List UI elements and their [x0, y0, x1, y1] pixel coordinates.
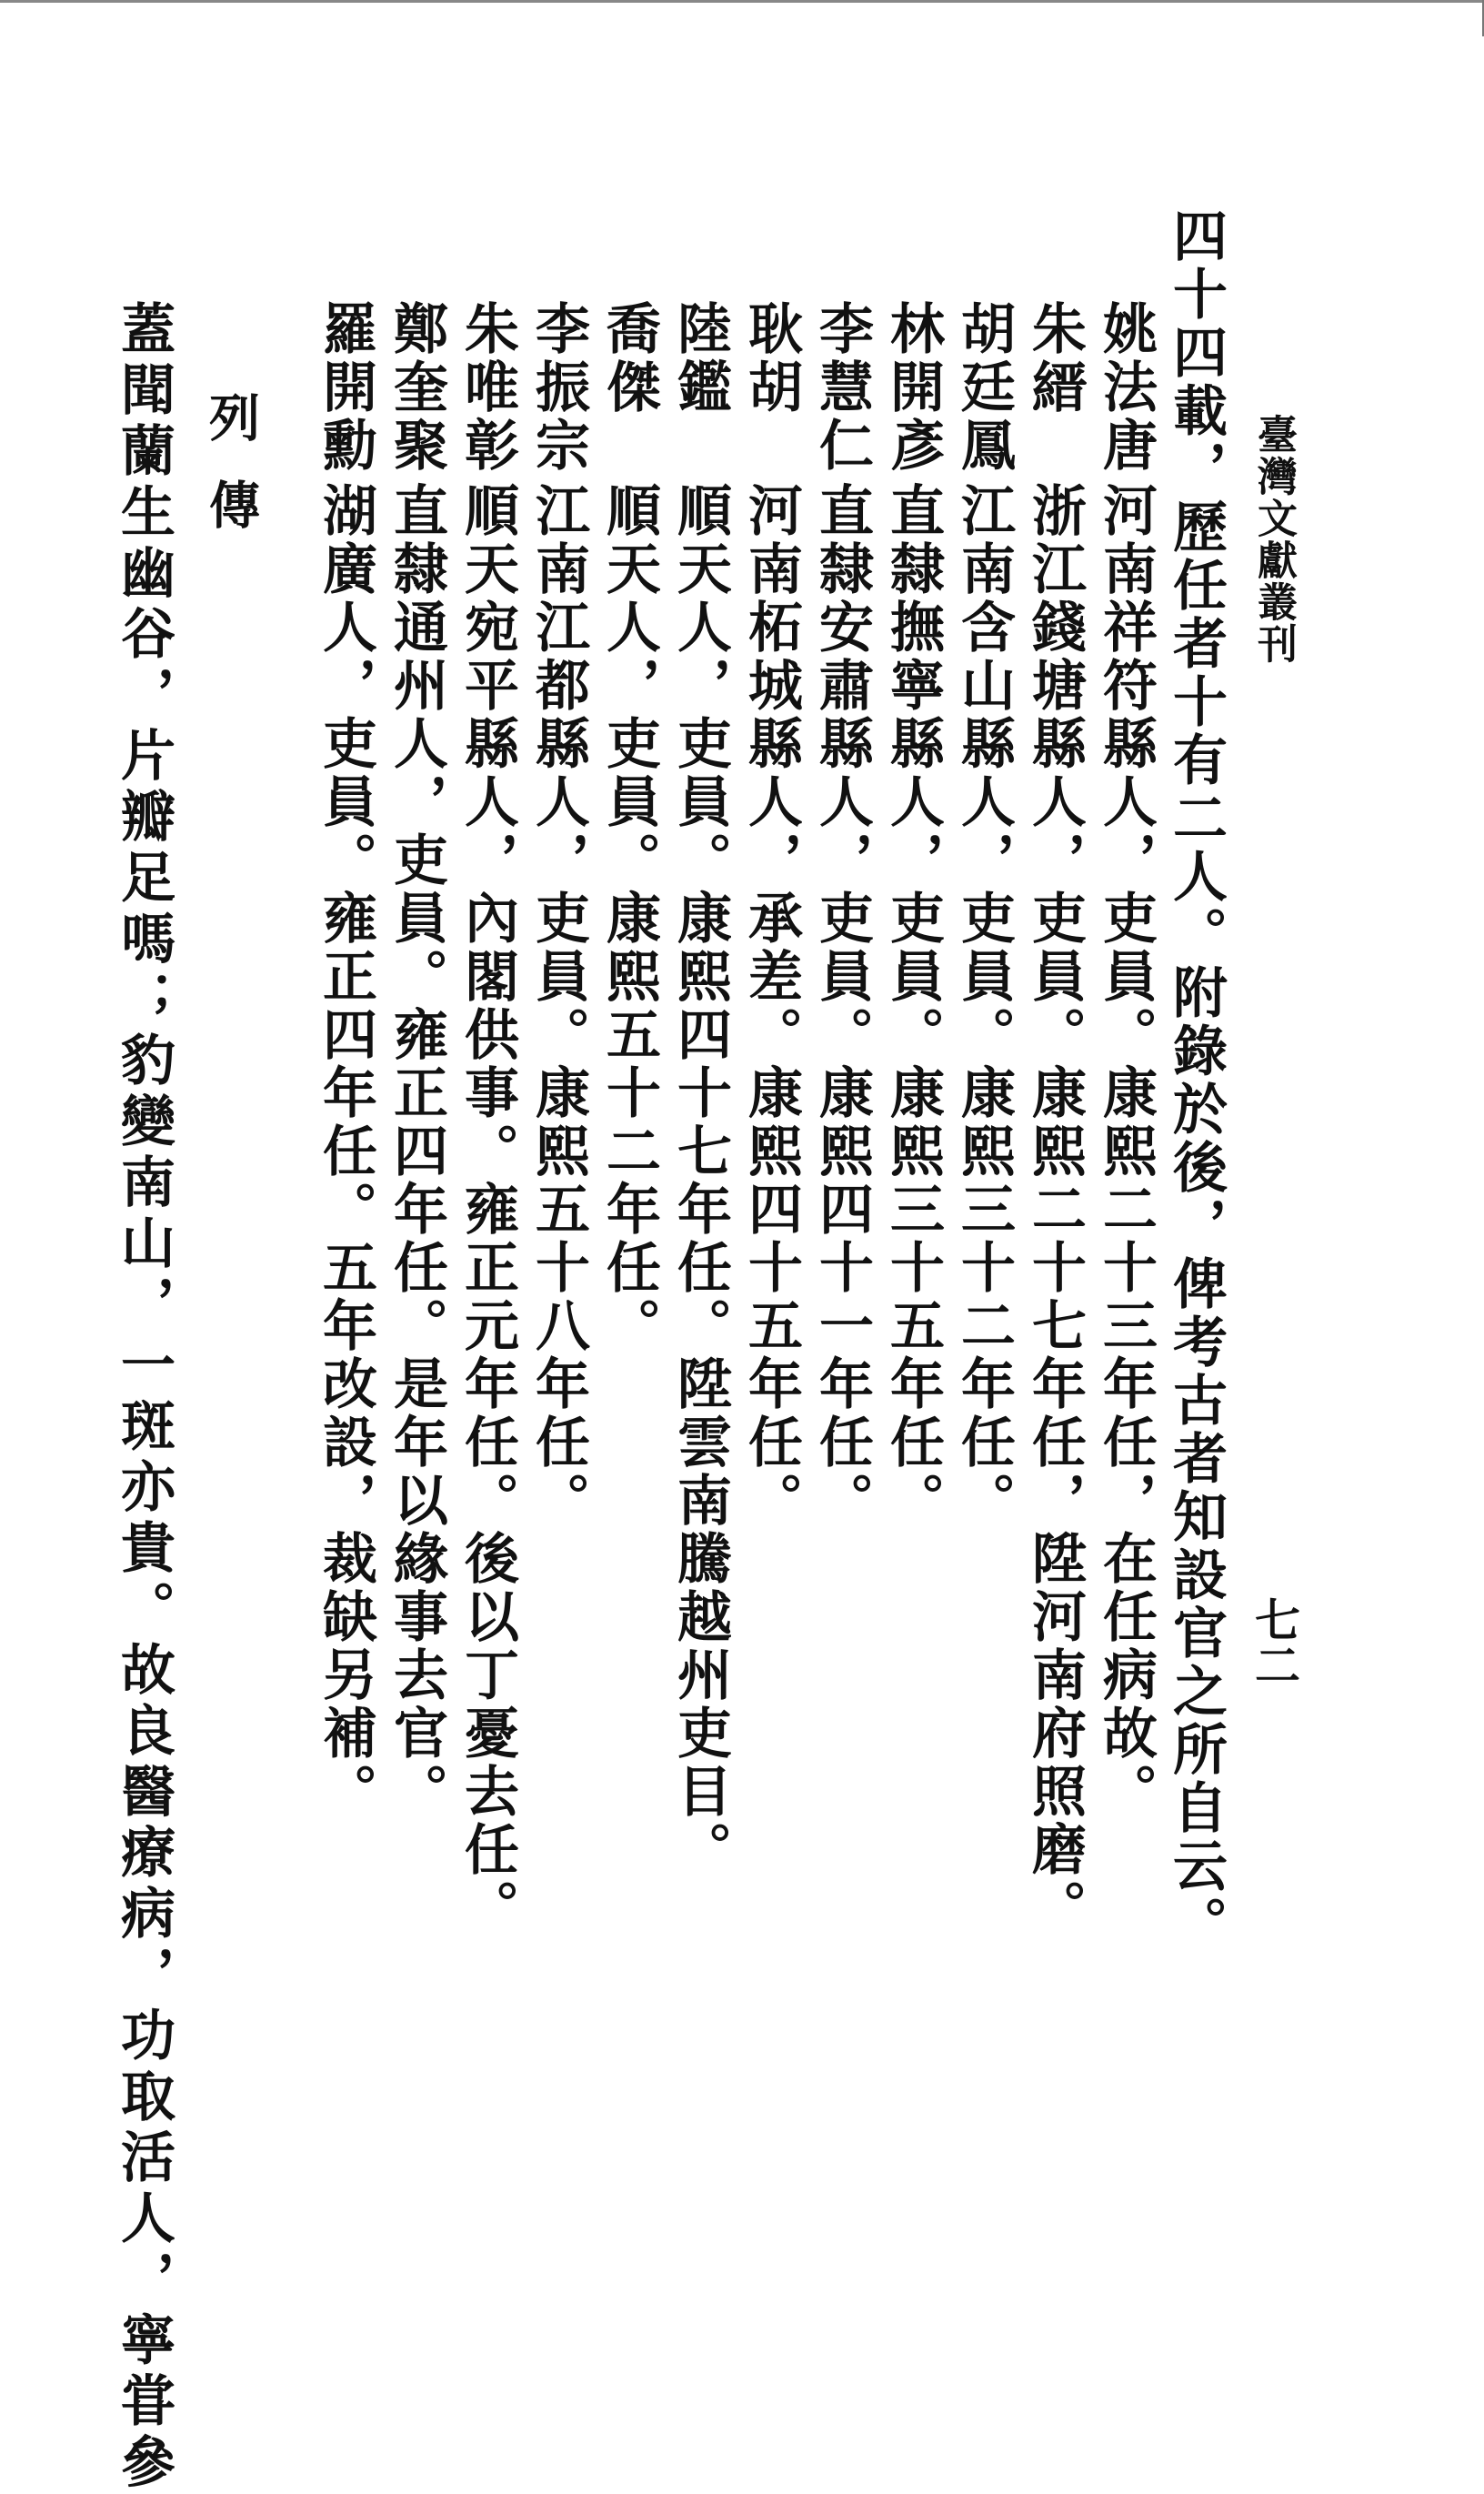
official-info: 直隸安肅縣人，吏員。康熙四十一年任。: [810, 482, 874, 1530]
official-info: 河南祥符縣人，吏員。康熙二十三年任，在任病故。: [1094, 482, 1158, 1821]
official-info: 江南江都縣人，吏員。康熙五十八年任。: [526, 482, 590, 1530]
section-first-line: 蓋聞蘭生幽谷，片瓣足嗎；豹變南山，一斑亦貴。故良醫療病，功取活人，寧甞參: [112, 300, 175, 2494]
official-info: 直隸通州人，吏員。雍正四年任。是年以緣事去官。: [385, 482, 448, 1821]
official-info: 江南含山縣人，吏員。康熙三十二年任。: [952, 482, 1016, 1530]
section-heading: 列傳: [201, 391, 261, 566]
official-info: 直隸撫寧縣人，吏員。康熙三十五年任。: [881, 482, 945, 1530]
official-name: 耿胡: [739, 300, 803, 417]
official-info: 湖廣人，吏員。雍正四年任。五年改設，裁缺另補。: [314, 482, 377, 1821]
official-name: 喬傑: [597, 300, 661, 417]
official-name: 朱縉: [1023, 300, 1087, 417]
official-name: 林開彥: [881, 300, 945, 475]
official-name: 鄭奎聚: [385, 300, 448, 475]
official-info: 順天人，吏員。康熙四十七年任。陞雲南騰越州吏目。: [668, 482, 732, 1879]
official-info: 浙江錢塘縣人，吏員。康熙二十七年任，陞河南府照磨。: [1023, 482, 1087, 1937]
official-name: 羅開勳: [314, 300, 377, 475]
official-name: 姚法唐: [1094, 300, 1158, 475]
official-info: 順天人，吏員。康熙五十二年任。: [597, 482, 661, 1355]
scan-edge-top: [0, 0, 1484, 3]
official-info: 河南柘城縣人，承差。康熙四十五年任。: [739, 482, 803, 1530]
official-name: 李慧仁: [810, 300, 874, 475]
official-name: 胡廷鳳: [952, 300, 1016, 475]
page-number: 七二: [1248, 1596, 1301, 1687]
official-name: 李振宗: [526, 300, 590, 475]
official-name: 朱唯彰: [456, 300, 519, 475]
official-name: 陸鑑: [668, 300, 732, 417]
official-info: 順天宛平縣人，內閣供事。雍正元年任。後以丁憂去任。: [456, 482, 519, 1937]
running-header-title: 臺灣文獻叢刊: [1250, 414, 1297, 665]
intro-line: 四十四載，歷任者十有二人。附錄於後，俾考古者知設官之所自云。: [1164, 207, 1228, 1954]
